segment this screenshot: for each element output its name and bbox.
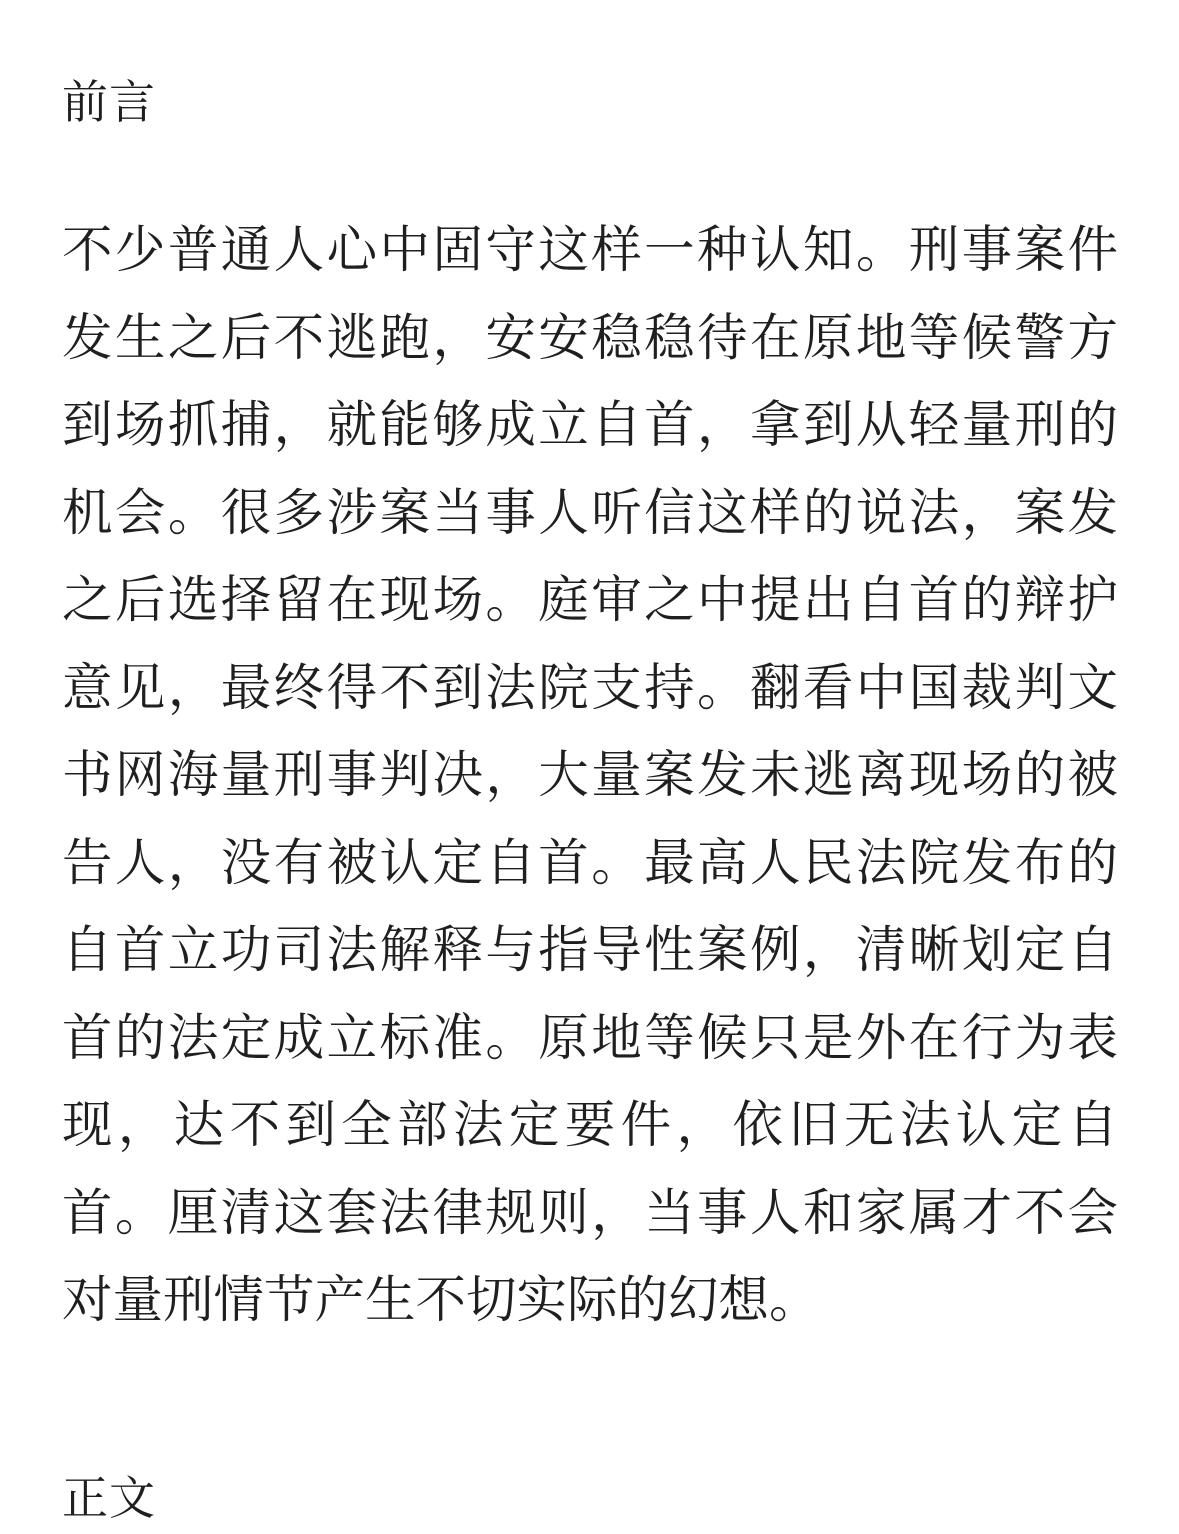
paragraph-line: 书网海量刑事判决，大量案发未逃离现场的被: [62, 745, 1118, 804]
paragraph-line: 自首立功司法解释与指导性案例，清晰划定自: [62, 920, 1118, 979]
paragraph-line: 到场抓捕，就能够成立自首，拿到从轻量刑的: [62, 395, 1118, 454]
paragraph-line: 不少普通人心中固守这样一种认知。刑事案件: [62, 220, 1118, 279]
paragraph-line: 机会。很多涉案当事人听信这样的说法，案发: [62, 482, 1118, 542]
paragraph-line: 意见，最终得不到法院支持。翻看中国裁判文: [62, 657, 1118, 717]
paragraph-line: 首。厘清这套法律规则，当事人和家属才不会: [62, 1182, 1118, 1242]
paragraph-line: 对量刑情节产生不切实际的幻想。: [62, 1270, 820, 1329]
preface-paragraph: [62, 214, 1118, 1352]
paragraph-line: 首的法定成立标准。原地等候只是外在行为表: [62, 1007, 1118, 1067]
paragraph-line: 现，达不到全部法定要件，依旧无法认定自: [62, 1095, 1118, 1154]
paragraph-line: 告人，没有被认定自首。最高人民法院发布的: [62, 832, 1118, 892]
main-heading: 正文: [62, 1471, 156, 1525]
preface-heading: 前言: [62, 75, 156, 129]
paragraph-line: 发生之后不逃跑，安安稳稳待在原地等候警方: [62, 307, 1118, 367]
paragraph-line: 之后选择留在现场。庭审之中提出自首的辩护: [62, 570, 1118, 629]
